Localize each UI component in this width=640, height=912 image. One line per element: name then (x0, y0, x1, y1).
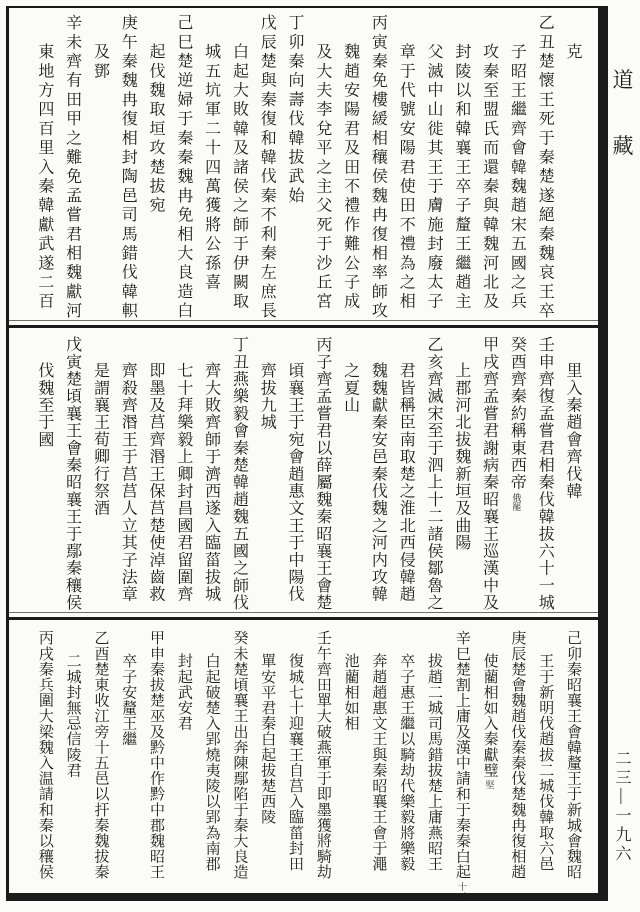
text-column: 戊辰楚與秦復和韓伐秦不利秦左庶長 (258, 14, 276, 322)
text-column: 白起破楚入郢燒夷陵以郢為南郡 (203, 653, 220, 872)
text-column: 二城封無忌信陵君 (64, 653, 81, 779)
text-column: 魏趙安陽君及田不禮作難公子成 (341, 42, 359, 312)
register-divider-shadow-2 (9, 612, 598, 613)
text-column: 及大夫李兌平之主父死于沙丘宮 (313, 42, 331, 312)
text-column: 丁卯秦向壽伐韓拔武始 (286, 14, 304, 206)
text-column: 是謂襄王荀卿行祭酒 (91, 361, 109, 517)
text-column: 王于新明伐趙拔二城伐韓取六邑 (537, 653, 554, 872)
text-column: 齊殺齊湣王于莒莒人立其子法章 (119, 361, 137, 603)
text-column: 白起大敗韓及諸侯之師于伊闕取 (230, 42, 248, 312)
text-column: 之夏山 (341, 361, 359, 414)
text-column: 齊拔九城 (258, 361, 276, 431)
annotation-note: 堅 (484, 780, 495, 790)
text-column: 伐魏至于國 (35, 361, 53, 448)
text-column: 子昭王繼齊會韓魏趙宋五國之兵 (508, 42, 526, 312)
text-column: 克 (564, 42, 581, 62)
annotation-note: 十二 (456, 881, 467, 900)
text-column: 拔趙二城司馬錯拔楚上庸燕昭王 (426, 653, 443, 872)
text-column: 己卯秦昭襄王會韓釐王于新城會魏昭 (565, 630, 581, 880)
text-column: 奔趙趙惠文王與秦昭襄王會于澠 (370, 653, 387, 872)
text-column: 乙酉楚東收江旁十五邑以扞秦魏拔秦 (92, 630, 109, 880)
text-column: 甲戌齊孟嘗君謝病秦昭襄王巡漢中及 (480, 336, 498, 612)
text-column: 上郡河北拔魏新垣及曲陽 (452, 361, 470, 552)
text-column: 頃襄王于宛會趙惠文王于中陽伐 (286, 361, 304, 603)
canon-label-dao: 道 (612, 68, 634, 92)
text-column: 壬午齊田單大破燕軍于即墨獲將騎劫 (314, 630, 331, 880)
text-column: 乙亥齊滅宋至于泗上十二諸侯鄒魯之 (425, 336, 443, 612)
register-divider-1 (9, 325, 598, 328)
text-column: 丁丑燕樂毅會秦楚韓趙魏五國之師伐 (230, 336, 248, 612)
text-column: 齊大敗齊師于濟西遂入臨菑拔城 (202, 361, 220, 603)
text-column: 乙丑楚懷王死于秦楚遂絕秦魏哀王卒 (536, 14, 554, 322)
annotation-note: 俄罷 (511, 492, 522, 511)
text-column: 己巳楚逆婦于秦秦魏冉免相大良造白 (174, 14, 192, 322)
text-column: 癸酉齊秦約稱東西帝俄罷 (508, 336, 526, 511)
text-column: 魏魏獻秦安邑秦伐魏之河内攻韓 (369, 361, 387, 603)
text-column: 章于代號安陽君使田不禮為之相 (397, 42, 415, 312)
text-block-2 (30, 336, 586, 612)
register-divider-2 (9, 617, 598, 620)
page-border-frame (6, 6, 608, 901)
text-block-3 (30, 630, 586, 900)
text-column: 及鄧 (91, 42, 109, 82)
text-column: 庚午秦魏冉復相封陶邑司馬錯伐韓軹 (119, 14, 137, 322)
text-column: 起伐魏取垣攻楚拔宛 (147, 42, 165, 216)
text-column: 封起武安君 (175, 653, 192, 732)
text-column: 單安平君秦白起拔楚西陵 (259, 653, 276, 825)
text-block-1 (30, 14, 586, 322)
text-column: 君皆稱臣南取楚之淮北西侵韓趙 (397, 361, 415, 603)
text-column: 丙戌秦兵圍大梁魏入温請和秦以穰侯 (36, 630, 53, 880)
text-column: 城五坑軍二十四萬獲將公孫喜 (202, 42, 220, 293)
text-column: 父滅中山徙其王于膚施封廢太子 (425, 42, 443, 312)
canon-label-zang: 藏 (612, 134, 634, 158)
text-column: 復城七十迎襄王自莒入臨菑封田 (287, 653, 304, 872)
text-column: 卒子安釐王繼 (120, 653, 137, 747)
text-column: 里入秦趙會齊伐韓 (564, 361, 581, 500)
text-column: 東地方四百里入秦韓獻武遂二百 (35, 42, 53, 312)
text-column: 丙子齊孟嘗君以薛屬魏秦昭襄王會楚 (313, 336, 331, 612)
text-column: 辛巳楚割上庸及漢中請和于秦秦白起十二 (453, 630, 470, 900)
text-column: 壬申齊復孟嘗君相秦伐韓拔六十一城 (536, 336, 554, 612)
text-column: 攻秦至盟氏而還秦與韓魏河北及 (480, 42, 498, 312)
text-column: 卒子惠王繼以騎劫代樂毅將樂毅 (398, 653, 415, 872)
text-column: 封陵以和韓襄王卒子釐王繼趙主 (452, 42, 470, 312)
text-column: 池藺相如相 (342, 653, 359, 732)
text-column: 使藺相如入秦獻璧堅 (481, 653, 498, 790)
text-column: 七十拜樂毅上卿封昌國君留圍齊 (174, 361, 192, 603)
text-column: 戊寅楚頃襄王會秦昭襄王于鄢秦穰侯 (63, 336, 81, 612)
text-column: 甲申秦拔楚巫及黔中作黔中郡魏昭王 (148, 630, 165, 880)
text-column: 辛未齊有田甲之難免孟嘗君相魏獻河 (63, 14, 81, 322)
text-column: 癸未楚頃襄王出奔陳鄢陷于秦大良造 (231, 630, 248, 880)
text-column: 即墨及莒齊湣王保莒楚使淖齒救 (147, 361, 165, 603)
page-number: 二三—一九六 (613, 750, 630, 864)
text-column: 庚辰楚會魏趙伐秦秦伐楚魏冉復相趙 (509, 630, 526, 880)
text-column: 丙寅秦免樓緩相穰侯魏冉復相率師攻 (369, 14, 387, 322)
